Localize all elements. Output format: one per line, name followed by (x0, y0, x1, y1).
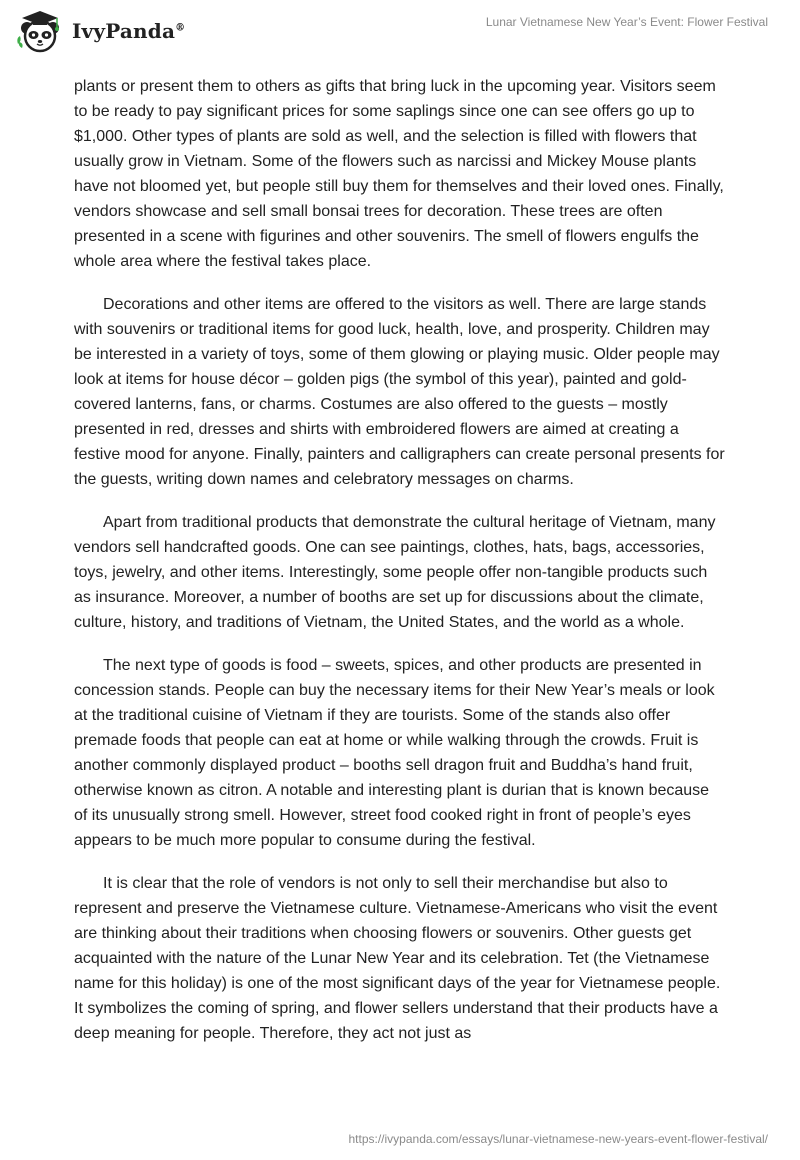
panda-graduation-cap-icon (14, 8, 66, 54)
paragraph: Decorations and other items are offered to the visitors as well. There are large stands with souvenirs or traditional items for good luck, health, love, and prosperity. Children may be interested in a variety of toys, some of them glowing or playing music. Older people may look at items for house décor – golden pigs (the symbol of this year), painted and gold-covered lanterns, fans, or charms. Costumes are also offered to the guests – mostly presented in red, dresses and shirts with embroidered flowers are aimed at creating a festive mood for anyone. Finally, painters and calligraphers can create personal presents for the guests, writing down names and celebratory messages on charms. (74, 296, 725, 488)
paragraph: plants or present them to others as gifts that bring luck in the upcoming year. Visitors seem to be ready to pay significant prices for some saplings since one can see offers go up to $1,000. Other types of plants are sold as well, and the selection is filled with flowers that usually grow in Vietnam. Some of the flowers such as narcissi and Mickey Mouse plants have not bloomed yet, but people still buy them for themselves and their loved ones. Finally, vendors showcase and sell small bonsai trees for decoration. These trees are often presented in a scene with figurines and other souvenirs. The smell of flowers engulfs the whole area where the festival takes place. (74, 78, 724, 270)
paragraph: It is clear that the role of vendors is not only to sell their merchandise but also to represent and preserve the Vietnamese culture. Vietnamese-Americans who visit the event are thinking about their traditions when choosing flowers or souvenirs. Other guests get acquainted with the nature of the Lunar New Year and its celebration. Tet (the Vietnamese name for this holiday) is one of the most significant days of the year for Vietnamese people. It symbolizes the coming of spring, and flower sellers understand that their products have a deep meaning for people. Therefore, they act not just as (74, 875, 721, 1042)
logo-link[interactable] (14, 8, 185, 54)
document-title: Lunar Vietnamese New Year’s Event: Flower Festival (485, 15, 768, 29)
page-header (0, 0, 800, 70)
brand-name: IvyPanda® (72, 19, 186, 43)
source-url[interactable]: https://ivypanda.com/essays/lunar-vietnamese-new-years-event-flower-festival/ (348, 1132, 768, 1146)
paragraph: The next type of goods is food – sweets, spices, and other products are presented in concession stands. People can buy the necessary items for their New Year’s meals or look at the traditional cuisine of Vietnam if they are tourists. Some of the stands also offer premade foods that people can eat at home or while walking through the crowds. Fruit is another commonly displayed product – booths sell dragon fruit and Buddha’s hand fruit, otherwise known as citron. A notable and interesting plant is durian that is known because of its unusually strong smell. However, street food cooked right in front of people’s eyes appears to be much more popular to consume during the festival. (74, 657, 715, 849)
paragraph: Apart from traditional products that demonstrate the cultural heritage of Vietnam, many vendors sell handcrafted goods. One can see paintings, clothes, hats, bags, accessories, toys, jewelry, and other items. Interestingly, some people offer non-tangible products such as insurance. Moreover, a number of booths are set up for discussions about the climate, culture, history, and traditions of Vietnam, the United States, and the world as a whole. (74, 514, 716, 631)
essay-body (74, 74, 726, 1064)
